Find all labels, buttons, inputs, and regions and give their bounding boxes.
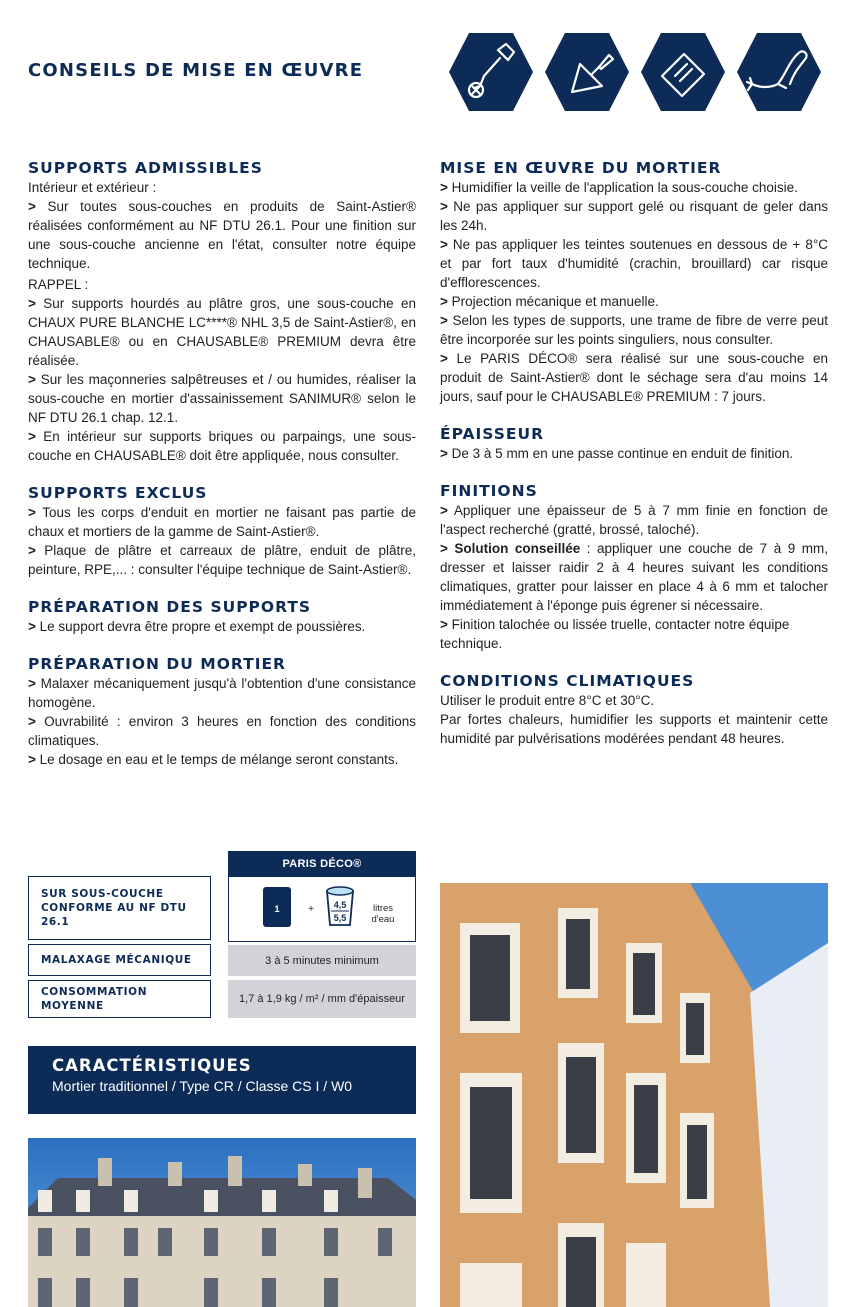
row-value-malaxage: 3 à 5 minutes minimum bbox=[228, 945, 416, 976]
section-title: CONDITIONS CLIMATIQUES bbox=[440, 672, 695, 690]
trowel-icon bbox=[544, 32, 630, 112]
row-value-consommation: 1,7 à 1,9 kg / m² / mm d'épaisseur bbox=[228, 980, 416, 1018]
section-preparation-mortier bbox=[28, 654, 416, 769]
tool-icons bbox=[448, 32, 822, 112]
list-item: > Malaxer mécaniquement jusqu'à l'obtention d'une consistance homogène. bbox=[28, 676, 416, 710]
water-unit: litres d'eau bbox=[371, 903, 395, 925]
section-finitions bbox=[440, 481, 828, 653]
conditions-line: Par fortes chaleurs, humidifier les supports et maintenir cette humidité par pulvérisations modérées pendant 48 heures. bbox=[440, 712, 828, 746]
mixer-drill-icon bbox=[448, 32, 534, 112]
water-max: 5,5 bbox=[333, 913, 347, 923]
caracteristiques-title: CARACTÉRISTIQUES bbox=[52, 1056, 252, 1075]
dosage-box bbox=[228, 876, 416, 942]
row-label-sous-couche: SUR SOUS-COUCHE CONFORME AU NF DTU 26.1 bbox=[28, 876, 211, 940]
row-label-malaxage: MALAXAGE MÉCANIQUE bbox=[28, 944, 211, 976]
list-item: > Le support devra être propre et exempt de poussières. bbox=[28, 619, 366, 634]
right-column bbox=[440, 158, 828, 766]
list-item: > Le dosage en eau et le temps de mélange seront constants. bbox=[28, 752, 399, 767]
water-min: 4,5 bbox=[333, 900, 347, 910]
list-item: > Finition talochée ou lissée truelle, contacter notre équipe technique. bbox=[440, 617, 790, 651]
section-title: SUPPORTS ADMISSIBLES bbox=[28, 159, 263, 177]
section-subtitle: Intérieur et extérieur : bbox=[28, 180, 157, 195]
section-title: SUPPORTS EXCLUS bbox=[28, 484, 208, 502]
list-item: > Selon les types de supports, une trame de fibre de verre peut être incorporée sur les points singuliers, nous consulter. bbox=[440, 313, 828, 347]
row-label-consommation: CONSOMMATION MOYENNE bbox=[28, 980, 211, 1018]
section-title: ÉPAISSEUR bbox=[440, 425, 545, 443]
caracteristiques-text: Mortier traditionnel / Type CR / Classe CS I / W0 bbox=[52, 1078, 353, 1094]
list-item: > Ouvrabilité : environ 3 heures en fonction des conditions climatiques. bbox=[28, 714, 416, 748]
list-item: > Sur les maçonneries salpêtreuses et / ou humides, réaliser la sous-couche en mortier d'assainissement SANIMUR® selon le NF DTU 26.1 chap. 12.1. bbox=[28, 372, 416, 425]
list-item: > De 3 à 5 mm en une passe continue en enduit de finition. bbox=[440, 446, 794, 461]
section-mise-en-oeuvre bbox=[440, 158, 828, 406]
product-header: PARIS DÉCO® bbox=[228, 851, 416, 878]
page-title: CONSEILS DE MISE EN ŒUVRE bbox=[28, 60, 364, 81]
list-item: > Humidifier la veille de l'application la sous-couche choisie. bbox=[440, 180, 798, 195]
list-item: > Le PARIS DÉCO® sera réalisé sur une sous-couche en produit de Saint-Astier® dont le séchage sera d'au moins 14 jours, sauf pour le CHAUSABLE® PREMIUM : 7 jours. bbox=[440, 351, 828, 404]
building-photo-facade bbox=[440, 883, 828, 1307]
section-epaisseur bbox=[440, 424, 828, 463]
rappel-label: RAPPEL : bbox=[28, 277, 89, 292]
section-conditions bbox=[440, 671, 828, 748]
left-column bbox=[28, 158, 416, 787]
list-item: > En intérieur sur supports briques ou parpaings, une sous-couche en CHAUSABLE® doit être appliquée, nous consulter. bbox=[28, 429, 416, 463]
section-title: FINITIONS bbox=[440, 482, 538, 500]
caracteristiques-box bbox=[28, 1046, 416, 1114]
building-photo-chateau bbox=[28, 1138, 416, 1307]
section-title: PRÉPARATION DU MORTIER bbox=[28, 655, 286, 673]
list-item: > Ne pas appliquer les teintes soutenues en dessous de + 8°C et par fort taux d'humidité (crachin, brouillard) car risque d'efflorescences. bbox=[440, 237, 828, 290]
list-item: > Appliquer une épaisseur de 5 à 7 mm finie en fonction de l'aspect recherché (gratté, brossé, taloché). bbox=[440, 503, 828, 537]
list-item: > Ne pas appliquer sur support gelé ou risquant de geler dans les 24h. bbox=[440, 199, 828, 233]
list-item: > Solution conseillée : appliquer une couche de 7 à 9 mm, dresser et laisser raidir 2 à 4 heures suivant les conditions climatiques, gratter pour laisser en place 4 à 6 mm et talocher immédiatement à l'éponge puis égrener si nécessaire. bbox=[440, 541, 828, 613]
list-item: > Sur supports hourdés au plâtre gros, une sous-couche en CHAUX PURE BLANCHE LC****® NHL 3,5 de Saint-Astier®, en CHAUSABLE® ou en CHAUSABLE® PREMIUM devra être réalisée. bbox=[28, 296, 416, 368]
section-title: MISE EN ŒUVRE DU MORTIER bbox=[440, 159, 722, 177]
spray-gun-icon bbox=[736, 32, 822, 112]
section-supports-exclus bbox=[28, 483, 416, 579]
section-preparation-supports bbox=[28, 597, 416, 636]
section-title: PRÉPARATION DES SUPPORTS bbox=[28, 598, 312, 616]
section-supports-admissibles bbox=[28, 158, 416, 465]
bag-qty: 1 bbox=[274, 904, 280, 914]
list-item: > Sur toutes sous-couches en produits de Saint-Astier® réalisées conformément au NF DTU 26.1. Pour une finition sur une sous-couche ancienne en l'état, consulter notre équipe technique. bbox=[28, 199, 416, 271]
list-item: > Projection mécanique et manuelle. bbox=[440, 294, 659, 309]
list-item: > Plaque de plâtre et carreaux de plâtre, enduit de plâtre, peinture, RPE,... : consulter l'équipe technique de Saint-Astier®. bbox=[28, 543, 416, 577]
list-item: > Tous les corps d'enduit en mortier ne faisant pas partie de chaux et mortiers de la gamme de Saint-Astier®. bbox=[28, 505, 416, 539]
plus-sign: + bbox=[308, 904, 314, 915]
conditions-line: Utiliser le produit entre 8°C et 30°C. bbox=[440, 693, 655, 708]
float-icon bbox=[640, 32, 726, 112]
